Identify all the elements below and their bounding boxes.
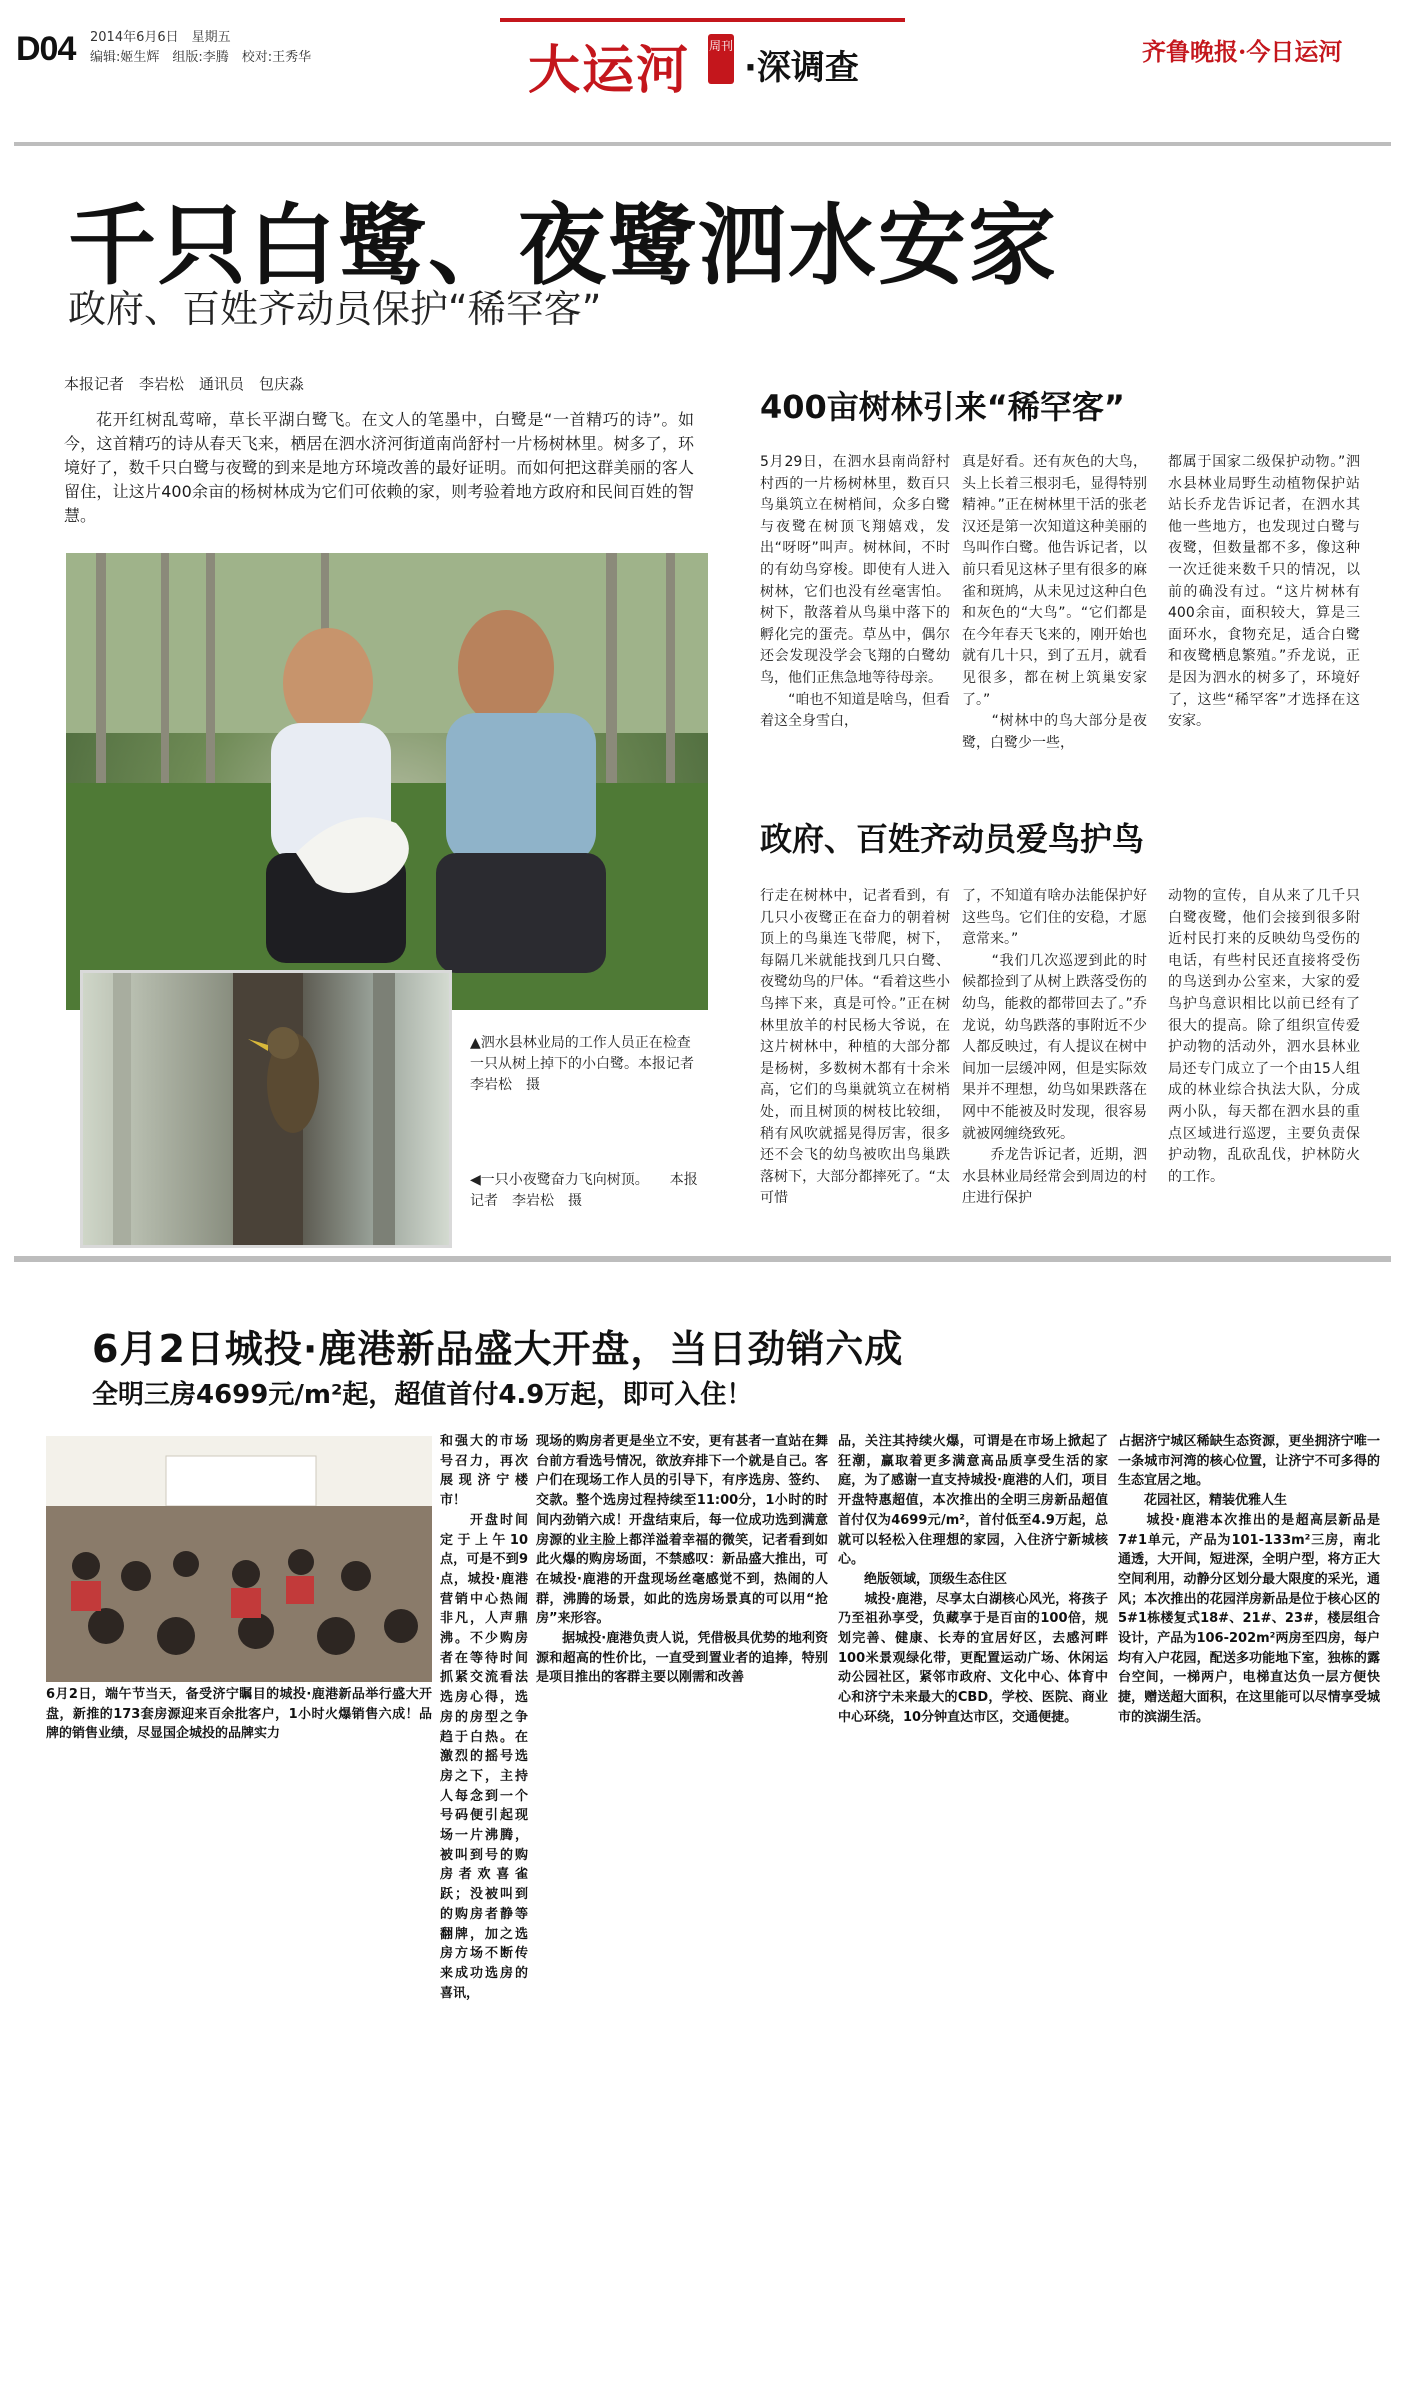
masthead-badge: 周刊 [708,34,734,84]
masthead-column: ·深调查 [744,48,859,88]
ad-column-4: 品，关注其持续火爆，可谓是在市场上掀起了狂潮，赢取着更多满意高品质享受生活的家庭，为了感谢一直支持城投·鹿港的人们，项目开盘特惠超值，本次推出的全明三房新品超值首付仅为4699元/m²，首付低至4.9万起，总就可以轻松入住理想的家园，入住济宁新城核心。 绝版领域，顶级生态住区 城投·鹿港，尽享太白湖核心风光，将孩子乃至祖孙享受，负藏享于是百亩的100倍，规划完善、健康、长寿的宜居好区，去感河畔100米景观绿化带，更配置运动广场、休闲运动公园社区，紧邻市政府、文化中心、体育中心和济宁未来最大的CBD，学校、医院、商业中心环绕，10分钟直达市区，交通便捷。 [838,1434,1108,1725]
masthead-title: 大运河 [528,40,691,101]
section-1-column-1: 5月29日，在泗水县南尚舒村村西的一片杨树林里，数百只鸟巢筑立在树梢间，众多白鹭与夜鹭在树顶飞翔嬉戏，发出“呀呀”叫声。树林间，不时的有幼鸟穿梭。即使有人进入树林，它们也没有丝毫害怕。树下，散落着从鸟巢中落下的孵化完的蛋壳。草丛中，偶尔还会发现没学会飞翔的白鹭幼鸟，他们正焦急地等待母亲。 “咱也不知道是啥鸟，但看着这全身雪白， [760,454,950,730]
section-1-column-2: 真是好看。还有灰色的大鸟，头上长着三根羽毛，显得特别精神。”正在树林里干活的张老汉还是第一次知道这种美丽的鸟叫作白鹭。他告诉记者，以前只看见这林子里有很多的麻雀和斑鸠，从未见过这种白色和灰色的“大鸟”。“它们都是在今年春天飞来的，刚开始也就有几十只，到了五月，就看见很多，都在树上筑巢安家了。” “树林中的鸟大部分是夜鹭，白鹭少一些， [962,454,1147,751]
section-heading-2: 政府、百姓齐动员爱鸟护鸟 [760,820,1145,858]
byline: 本报记者 李岩松 通讯员 包庆淼 [64,375,305,393]
editor-credits: 编辑:姬生辉 组版:李腾 校对:王秀华 [90,50,312,65]
section-1-column-3: 都属于国家二级保护动物。”泗水县林业局野生动植物保护站站长乔龙告诉记者，在泗水其他一些地方，也发现过白鹭与夜鹭，但数量都不多，像这种一次迁徙来数千只的情况，以前的确没有过。“这片树林有400余亩，面积较大，算是三面环水，食物充足，适合白鹭和夜鹭栖息繁殖。”乔龙说，正是因为泗水的树多了，环境好了，这些“稀罕客”才选择在这安家。 [1168,454,1360,730]
ad-column-3: 现场的购房者更是坐立不安，更有甚者一直站在舞台前方看选号情况，欲放弃排下一个就是自己。客户们在现场工作人员的引导下，有序选房、签约、交款。整个选房过程持续至11:00分，1小时的时间内劲销六成！开盘结束后，每一位成功选到满意房源的业主脸上都洋溢着幸福的微笑，记者看到如此火爆的购房场面，不禁感叹：新品盛大推出，可在城投·鹿港的开盘现场丝毫感觉不到，热闹的人群，沸腾的场景，如此的选房场景真的可以用“抢房”来形容。 据城投·鹿港负责人说，凭借极具优势的地利资源和超高的性价比，一直受到置业者的追捧，特别是项目推出的客群主要以刚需和改善 [536,1434,828,1686]
ad-subheadline: 全明三房4699元/m²起，超值首付4.9万起，即可入住！ [92,1380,753,1410]
section-heading-1: 400亩树林引来“稀罕客” [760,388,1125,426]
section-2-column-1: 行走在树林中，记者看到，有几只小夜鹭正在奋力的朝着树顶上的鸟巢连飞带爬，树下，每隔几米就能找到几只白鹭、夜鹭幼鸟的尸体。“看着这些小鸟摔下来，真是可怜。”正在树林里放羊的村民杨大爷说，在这片树林中，种植的大部分都是杨树，多数树木都有十余米高，它们的鸟巢就筑立在树梢处，而且树顶的树枝比较细，稍有风吹就摇晃得厉害，很多还不会飞的幼鸟被吹出鸟巢跌落树下，大部分都摔死了。“太可惜 [760,888,950,1207]
article-divider [14,1256,1391,1262]
ad-column-5: 占据济宁城区稀缺生态资源，更坐拥济宁唯一一条城市河湾的核心位置，让济宁不可多得的生态宜居之地。 花园社区，精装优雅人生 城投·鹿港本次推出的是超高层新品是7#1单元，产品为101-133m²三房，南北通透，大开间，短进深，全明户型，将方正大空间利用，动静分区划分最大限度的采光，通风；本次推出的花园洋房新品是位于核心区的5#1栋楼复式18#、21#、23#，楼层组合设计，产品为106-202m²两房至四房，每户均有入户花园，配送多功能地下室，独栋的露台空间，一梯两户，电梯直达负一层方便快捷，赠送超大面积，在这里能可以尽情享受城市的滨湖生活。 [1118,1434,1380,1725]
main-subheadline: 政府、百姓齐动员保护“稀罕客” [68,287,602,331]
page-number: D04 [16,30,76,68]
paper-brand-logo: 齐鲁晚报·今日运河 [1142,37,1343,66]
issue-date: 2014年6月6日 星期五 [90,30,231,45]
ad-column-2: 和强大的市场号召力，再次展现济宁楼市！ 开盘时间定于上午10点，可是不到9点，城投·鹿港营销中心热闹非凡，人声鼎沸。不少购房者在等待时间抓紧交流看法选房心得，选房的房型之争趋于白热。在激烈的摇号选房之下，主持人每念到一个号码便引起现场一片沸腾，被叫到号的购房者欢喜雀跃；没被叫到的购房者静等翻牌，加之选房方场不断传来成功选房的喜讯， [440,1434,528,2001]
masthead-red-rule [500,18,905,22]
photo-night-heron-on-tree [80,970,452,1248]
photo-heron-illustration [83,973,449,1245]
ad-photo-illustration [46,1436,432,1682]
header-divider [14,142,1391,146]
main-headline: 千只白鹭、夜鹭泗水安家 [68,194,1059,297]
photo-officials-with-egret [66,553,708,1010]
section-2-column-2: 了，不知道有啥办法能保护好这些鸟。它们住的安稳，才愿意常来。” “我们几次巡逻到此的时候都捡到了从树上跌落受伤的幼鸟，能救的都带回去了。”乔龙说，幼鸟跌落的事附近不少人都反映过，有人提议在树中间加一层缓冲网，但是实际效果并不理想，幼鸟如果跌落在网中不能被及时发现，很容易就被网缠绕致死。 乔龙告诉记者，近期，泗水县林业局经常会到周边的村庄进行保护 [962,888,1147,1207]
photo-caption-1: ▲泗水县林业局的工作人员正在检查一只从树上掉下的小白鹭。本报记者 李岩松 摄 [470,1035,708,1093]
photo-officials-illustration [66,553,708,1010]
photo-caption-2: ◀一只小夜鹭奋力飞向树顶。 本报记者 李岩松 摄 [470,1172,698,1209]
ad-photo-sales-event [46,1436,432,1682]
lead-paragraph: 花开红树乱莺啼，草长平湖白鹭飞。在文人的笔墨中，白鹭是“一首精巧的诗”。如今，这首精巧的诗从春天飞来，栖居在泗水济河街道南尚舒村一片杨树林里。树多了，环境好了，数千只白鹭与夜鹭的到来是地方环境改善的最好证明。而如何把这群美丽的客人留住，让这片400余亩的杨树林成为它们可依赖的家，则考验着地方政府和民间百姓的智慧。 [64,410,694,525]
ad-headline: 6月2日城投·鹿港新品盛大开盘，当日劲销六成 [92,1327,904,1371]
section-2-column-3: 动物的宣传，自从来了几千只白鹭夜鹭，他们会接到很多附近村民打来的反映幼鸟受伤的电话，有些村民还直接将受伤的鸟送到办公室来，大家的爱鸟护鸟意识相比以前已经有了很大的提高。除了组织宣传爱护动物的活动外，泗水县林业局还专门成立了一个由15人组成的林业综合执法大队，分成两小队，每天都在泗水县的重点区域进行巡逻，主要负责保护动物，乱砍乱伐，护林防火的工作。 [1168,888,1360,1185]
ad-column-1: 6月2日，端午节当天，备受济宁瞩目的城投·鹿港新品举行盛大开盘，新推的173套房源迎来百余批客户，1小时火爆销售六成！品牌的销售业绩，尽显国企城投的品牌实力 [46,1687,432,1742]
